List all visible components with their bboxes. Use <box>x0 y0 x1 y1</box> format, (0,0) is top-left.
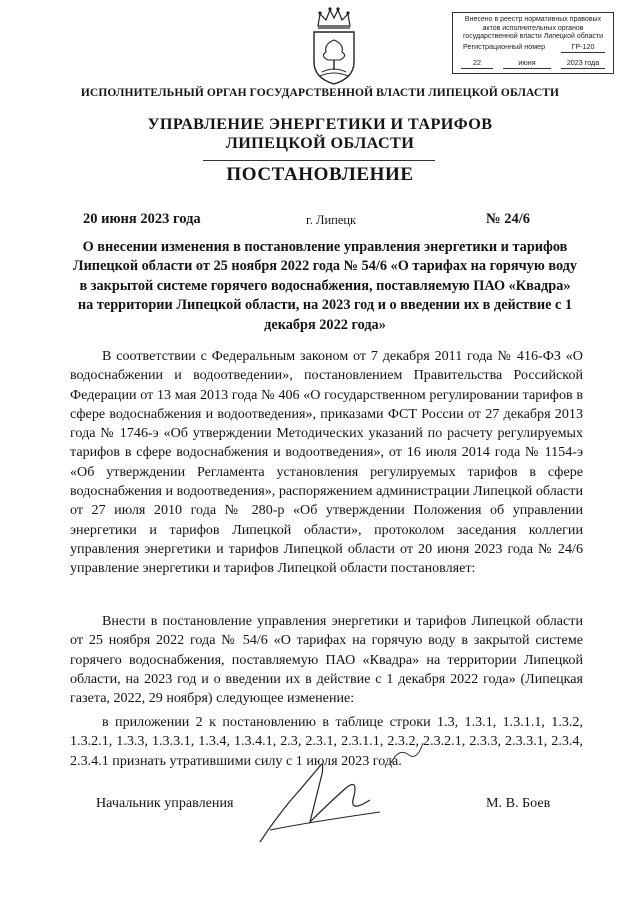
stamp-reg-number: ГР-120 <box>561 43 605 53</box>
handwritten-signature <box>250 752 390 852</box>
header-divider <box>203 160 435 161</box>
stamp-line-2: актов исполнительных органов <box>482 24 584 32</box>
stamp-day: 22 <box>461 59 493 69</box>
stamp-reg-label: Регистрационный номер <box>463 42 546 51</box>
document-date: 20 июня 2023 года <box>83 211 201 227</box>
registration-stamp <box>452 12 614 74</box>
stamp-year: 2023 года <box>561 59 605 69</box>
body-paragraph-amendment: в приложении 2 к постановлению в таблице строки 1.3, 1.3.1, 1.3.1.1, 1.3.2, 1.3.2.1, 1.3.3, 1.3.3.1, 1.3.4, 1.3.4.1, 2.3, 2.3.1, 2.3.1.1, 2.3.2, 2.3.2.1, 2.3.3, 2.3.3.1, 2.3.4, 2.3.4.1 признать утратившими силу с 1 июля 2023 года. <box>70 714 583 769</box>
stamp-month: июня <box>503 59 551 69</box>
document-number: № 24/6 <box>486 211 530 227</box>
issuing-organ: ИСПОЛНИТЕЛЬНЫЙ ОРГАН ГОСУДАРСТВЕННОЙ ВЛАСТИ ЛИПЕЦКОЙ ОБЛАСТИ <box>80 87 560 99</box>
document-subject: О внесении изменения в постановление управления энергетики и тарифов Липецкой области от 25 ноября 2022 года № 54/6 «О тарифах на горячую воду в закрытой системе горячего водоснабжения, поставляемую ПАО «Квадра» на территории Липецкой области, на 2023 год и о введении их в действие с 1 декабря 2022 года» <box>72 239 578 333</box>
signatory-name: М. В. Боев <box>486 795 551 811</box>
signatory-position: Начальник управления <box>96 795 234 811</box>
handwritten-mark <box>387 737 427 767</box>
body-paragraph-resolution: Внести в постановление управления энергетики и тарифов Липецкой области от 25 ноября 2022 года № 54/6 «О тарифах на горячую воду в закрытой системе горячего водоснабжения, поставляемую ПАО «Квадра» на территории Липецкой области, на 2023 год и о введении их в действие с 1 декабря 2022 года» (Липецкая газета, 2022, 29 ноября) следующее изменение: <box>70 613 583 707</box>
department-name-line-1: УПРАВЛЕНИЕ ЭНЕРГЕТИКИ И ТАРИФОВ <box>147 115 493 133</box>
stamp-line-3: государственной власти Липецкой области <box>462 33 603 41</box>
document-city: г. Липецк <box>306 213 357 227</box>
coat-of-arms-emblem <box>300 4 368 88</box>
body-paragraph-preamble: В соответствии с Федеральным законом от 7 декабря 2011 года № 416-ФЗ «О водоснабжении и водоотведении», постановлением Правительства Российской Федерации от 13 мая 2013 года № 406 «О государственном регулировании тарифов в сфере водоснабжения и водоотведения», приказами ФСТ России от 27 декабря 2013 года № 1746-э «Об утверждении Методических указаний по расчету регулируемых тарифов в сфере водоснабжения и водоотведения», от 16 июля 2014 года № 1154-э «Об утверждении Регламента установления регулируемых тарифов в сфере водоснабжения и водоотведения», распоряжением администрации Липецкой области от 27 июля 2010 года № 280-р «Об утверждении Положения об управлении энергетики и тарифов Липецкой области», протоколом заседания коллегии управления энергетики и тарифов Липецкой области от 20 июня 2023 года № 24/6 управление энергетики и тарифов Липецкой области постановляет: <box>70 348 583 577</box>
department-name-line-2: ЛИПЕЦКОЙ ОБЛАСТИ <box>225 134 415 152</box>
stamp-line-1: Внесено в реестр нормативных правовых <box>464 16 602 23</box>
document-type-title: ПОСТАНОВЛЕНИЕ <box>226 164 414 185</box>
